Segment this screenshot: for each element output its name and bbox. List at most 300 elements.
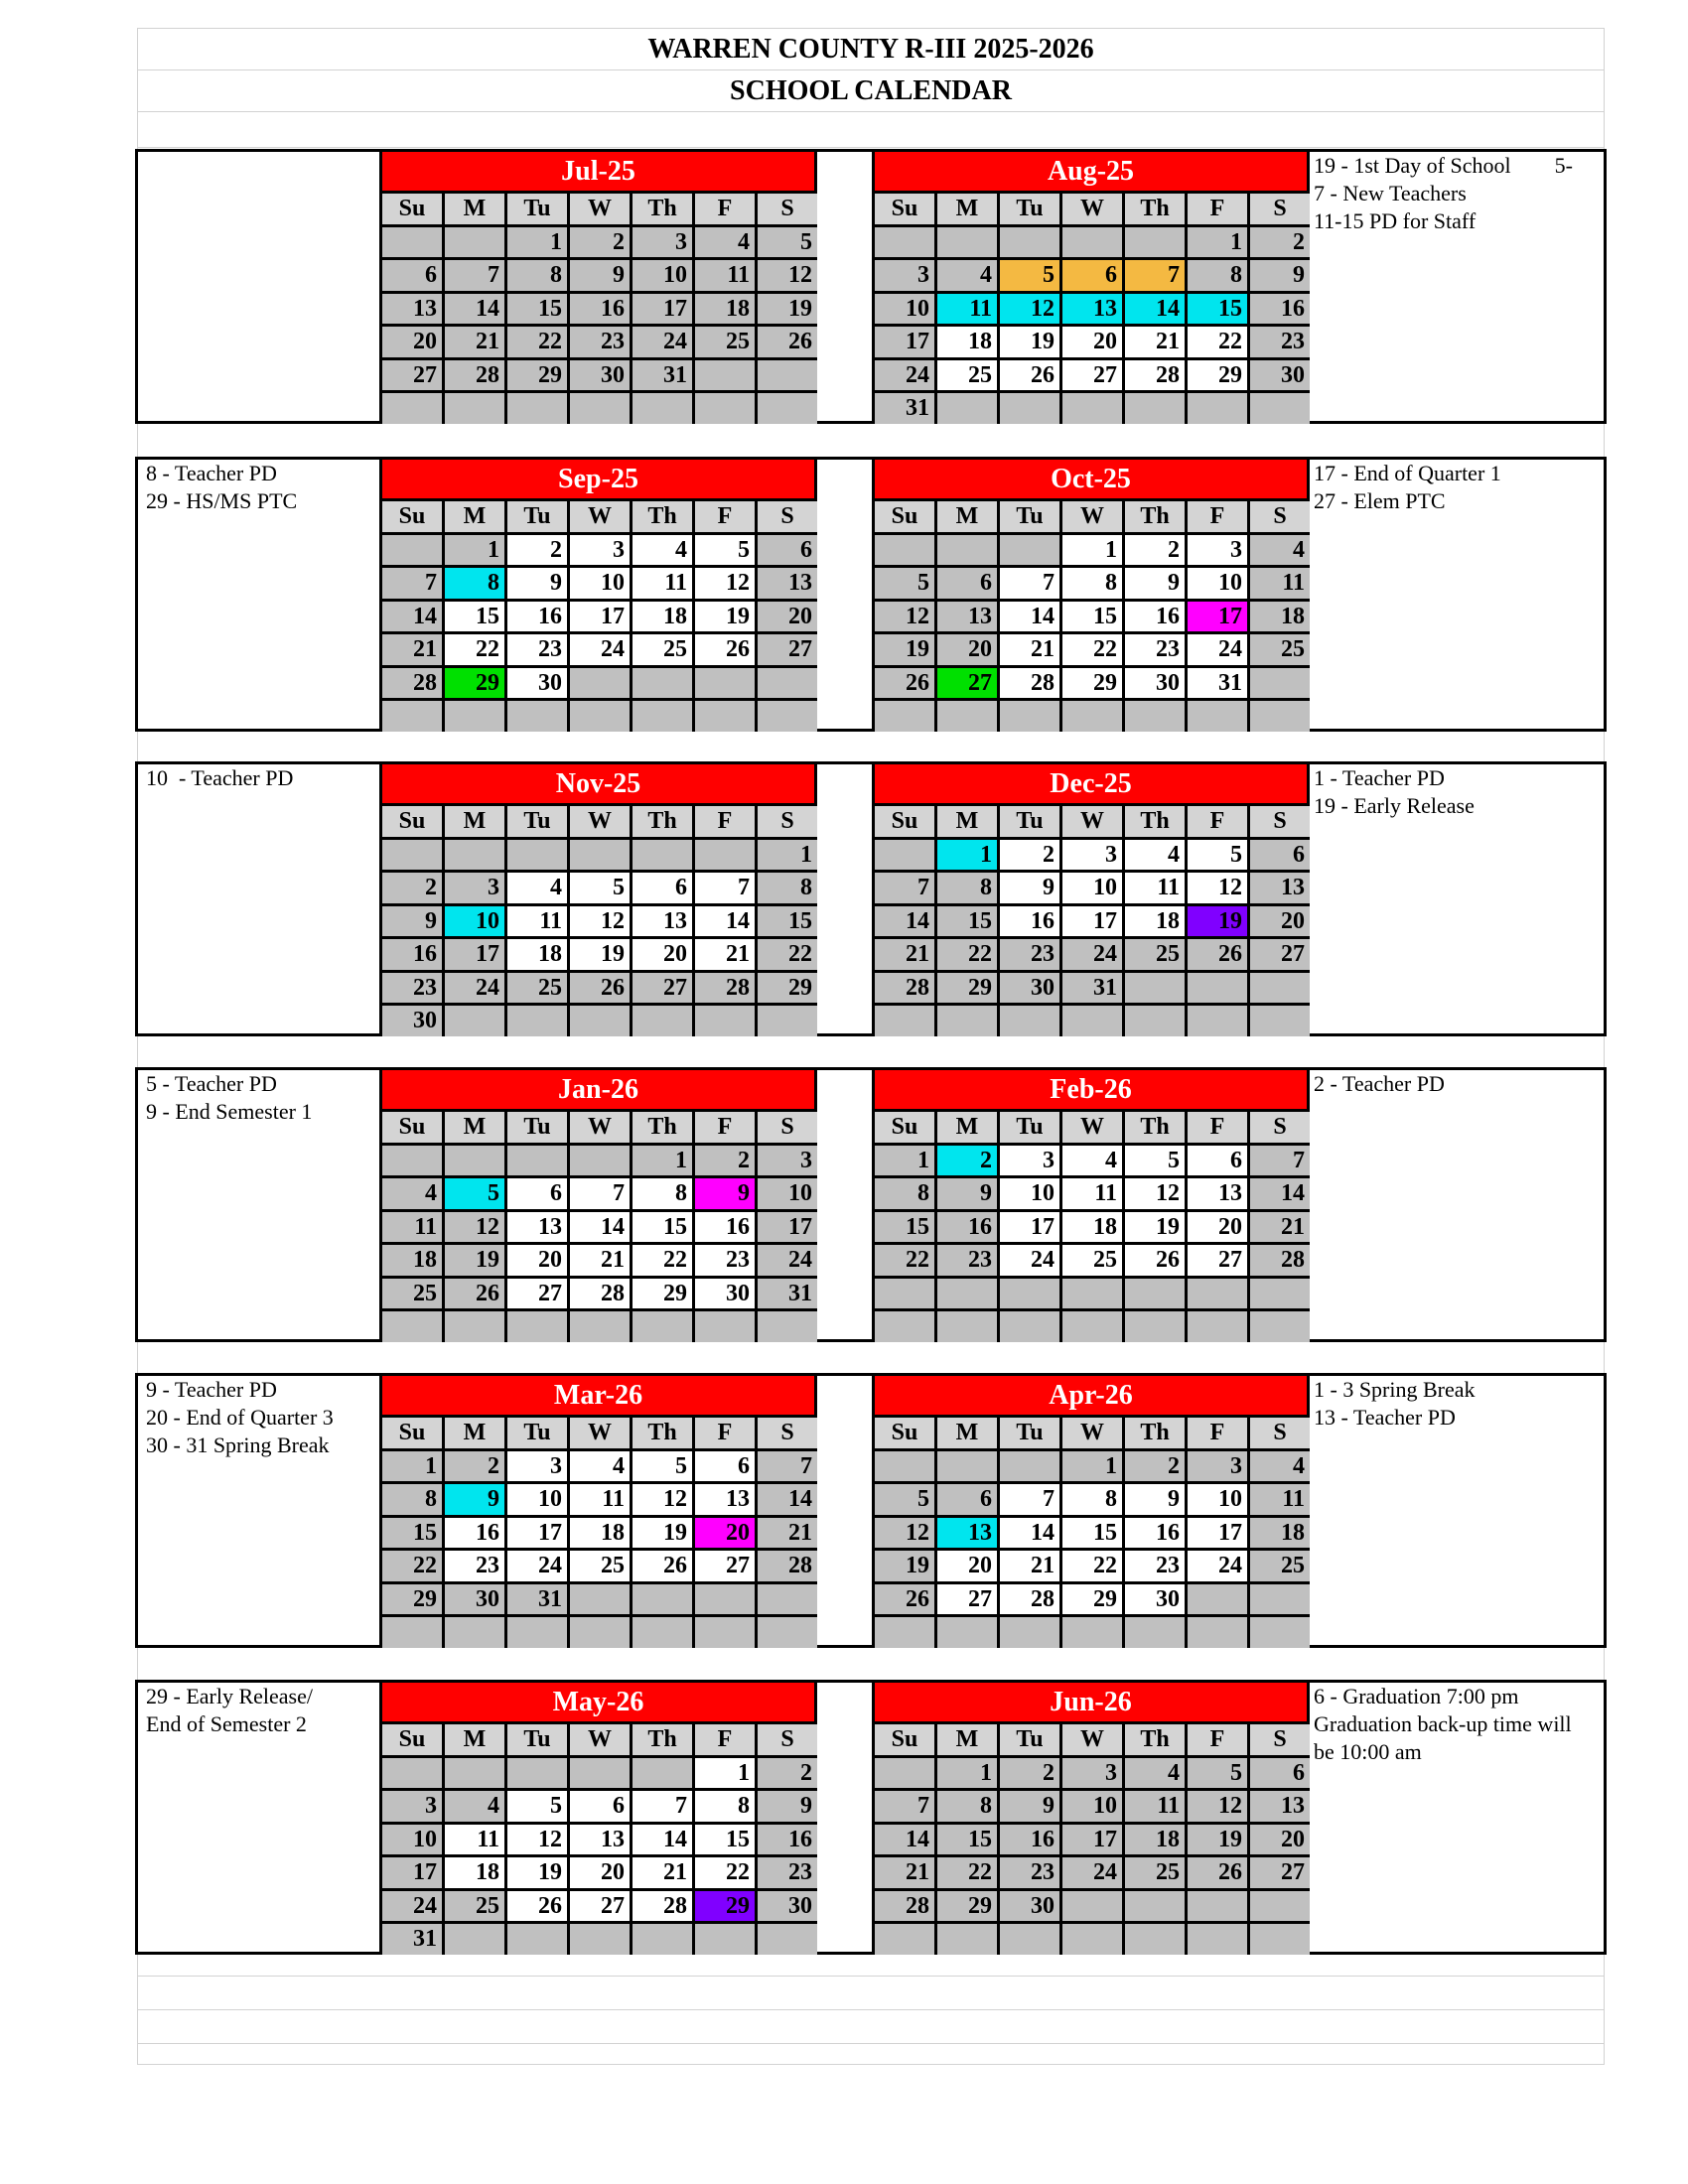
empty-cell [695, 701, 755, 732]
day-cell: 17 [758, 1212, 817, 1243]
day-cell: 19 [758, 294, 817, 325]
day-cell: 21 [1250, 1212, 1310, 1243]
day-cell: 2 [1250, 227, 1310, 258]
month-title: Feb-26 [875, 1070, 1307, 1109]
day-cell: 3 [382, 1791, 442, 1822]
page-subtitle: SCHOOL CALENDAR [730, 75, 1012, 106]
weekday-label: Tu [1000, 501, 1059, 532]
day-cell: 1 [382, 1451, 442, 1482]
day-cell: 31 [1062, 973, 1122, 1004]
weekday-label: M [445, 806, 504, 837]
weekday-label: Th [633, 501, 692, 532]
day-cell: 20 [695, 1518, 755, 1549]
empty-cell [570, 1617, 630, 1648]
day-cell: 28 [1125, 360, 1185, 391]
day-cell: 14 [875, 1825, 934, 1855]
month-title: Sep-25 [382, 460, 814, 498]
empty-cell [937, 1006, 997, 1036]
day-cell: 3 [445, 873, 504, 903]
day-cell: 18 [1125, 906, 1185, 937]
empty-cell [1250, 1891, 1310, 1922]
day-cell: 3 [875, 260, 934, 291]
empty-cell [758, 360, 817, 391]
day-cell: 22 [875, 1245, 934, 1276]
weekday-label: S [758, 1724, 817, 1755]
day-cell: 31 [507, 1584, 567, 1615]
day-cell: 27 [937, 1584, 997, 1615]
day-cell: 26 [507, 1891, 567, 1922]
empty-cell [1188, 1006, 1247, 1036]
empty-cell [937, 1311, 997, 1342]
day-cell: 9 [382, 906, 442, 937]
day-cell: 12 [507, 1825, 567, 1855]
day-cell: 31 [633, 360, 692, 391]
empty-cell [507, 1146, 567, 1176]
weekday-label: S [758, 1112, 817, 1143]
day-cell: 25 [507, 973, 567, 1004]
month-calendar [872, 149, 1310, 424]
day-cell: 2 [1125, 1451, 1185, 1482]
empty-cell [382, 1311, 442, 1342]
weekday-label: W [1062, 501, 1122, 532]
day-cell: 1 [937, 1758, 997, 1789]
day-cell: 6 [937, 1484, 997, 1515]
day-cell: 28 [875, 1891, 934, 1922]
day-cell: 28 [758, 1551, 817, 1581]
empty-cell [1188, 1584, 1247, 1615]
month-title: Mar-26 [382, 1376, 814, 1415]
day-cell: 20 [633, 939, 692, 970]
month-calendar [872, 1067, 1310, 1342]
weekday-label: Su [382, 1724, 442, 1755]
day-cell: 28 [633, 1891, 692, 1922]
month-grid [875, 1418, 1310, 1648]
day-cell: 11 [937, 294, 997, 325]
day-cell: 29 [1188, 360, 1247, 391]
day-cell: 29 [633, 1279, 692, 1309]
day-cell: 21 [633, 1857, 692, 1888]
weekday-label: Th [1125, 1112, 1185, 1143]
weekday-label: Su [382, 194, 442, 224]
day-cell: 24 [570, 634, 630, 665]
day-cell: 22 [937, 939, 997, 970]
day-cell: 25 [382, 1279, 442, 1309]
day-cell: 27 [1250, 939, 1310, 970]
weekday-label: M [937, 1112, 997, 1143]
empty-cell [570, 393, 630, 424]
empty-cell [875, 701, 934, 732]
month-title: Jul-25 [382, 152, 814, 191]
day-cell: 9 [1125, 568, 1185, 599]
day-cell: 24 [1000, 1245, 1059, 1276]
day-cell: 1 [695, 1758, 755, 1789]
day-cell: 20 [382, 327, 442, 357]
day-cell: 29 [445, 668, 504, 699]
day-cell: 18 [633, 602, 692, 632]
day-cell: 8 [758, 873, 817, 903]
empty-cell [758, 1311, 817, 1342]
empty-cell [507, 701, 567, 732]
weekday-label: M [937, 1418, 997, 1448]
day-cell: 16 [445, 1518, 504, 1549]
day-cell: 31 [382, 1924, 442, 1955]
weekday-label: F [695, 1112, 755, 1143]
weekday-label: Th [633, 194, 692, 224]
weekday-label: S [1250, 1418, 1310, 1448]
day-cell: 6 [507, 1178, 567, 1209]
day-cell: 28 [695, 973, 755, 1004]
day-cell: 3 [1062, 840, 1122, 871]
day-cell: 11 [633, 568, 692, 599]
day-cell: 23 [1000, 1857, 1059, 1888]
day-cell: 11 [1125, 1791, 1185, 1822]
day-cell: 20 [1188, 1212, 1247, 1243]
day-cell: 25 [695, 327, 755, 357]
day-cell: 17 [875, 327, 934, 357]
day-cell: 28 [445, 360, 504, 391]
day-cell: 14 [1125, 294, 1185, 325]
day-cell: 30 [1000, 973, 1059, 1004]
day-cell: 19 [875, 1551, 934, 1581]
empty-cell [875, 1451, 934, 1482]
right-notes: 1 - 3 Spring Break 13 - Teacher PD [1314, 1377, 1476, 1430]
day-cell: 28 [1000, 668, 1059, 699]
day-cell: 24 [1188, 634, 1247, 665]
empty-cell [875, 1006, 934, 1036]
day-cell: 19 [1125, 1212, 1185, 1243]
day-cell: 27 [1062, 360, 1122, 391]
empty-cell [937, 1617, 997, 1648]
day-cell: 10 [758, 1178, 817, 1209]
day-cell: 21 [570, 1245, 630, 1276]
weekday-label: Su [875, 1112, 934, 1143]
day-cell: 23 [507, 634, 567, 665]
day-cell: 7 [1000, 568, 1059, 599]
left-notes: 29 - Early Release/ End of Semester 2 [146, 1684, 313, 1736]
empty-cell [507, 1006, 567, 1036]
day-cell: 12 [570, 906, 630, 937]
weekday-label: M [937, 194, 997, 224]
day-cell: 12 [875, 602, 934, 632]
empty-cell [382, 701, 442, 732]
day-cell: 2 [1000, 1758, 1059, 1789]
day-cell: 20 [1250, 1825, 1310, 1855]
day-cell: 16 [1125, 602, 1185, 632]
weekday-label: F [1188, 806, 1247, 837]
day-cell: 21 [695, 939, 755, 970]
day-cell: 24 [445, 973, 504, 1004]
day-cell: 5 [1000, 260, 1059, 291]
day-cell: 4 [1062, 1146, 1122, 1176]
day-cell: 16 [1000, 906, 1059, 937]
empty-cell [758, 701, 817, 732]
empty-cell [1250, 701, 1310, 732]
weekday-label: F [695, 501, 755, 532]
day-cell: 19 [1000, 327, 1059, 357]
empty-cell [758, 1006, 817, 1036]
empty-cell [382, 840, 442, 871]
day-cell: 30 [382, 1006, 442, 1036]
empty-cell [1250, 668, 1310, 699]
weekday-label: F [1188, 1724, 1247, 1755]
day-cell: 25 [1250, 1551, 1310, 1581]
month-calendar [379, 149, 817, 424]
day-cell: 11 [1062, 1178, 1122, 1209]
empty-cell [1250, 973, 1310, 1004]
day-cell: 10 [507, 1484, 567, 1515]
weekday-label: M [445, 501, 504, 532]
empty-cell [1062, 1891, 1122, 1922]
day-cell: 4 [695, 227, 755, 258]
day-cell: 23 [758, 1857, 817, 1888]
empty-cell [445, 1006, 504, 1036]
day-cell: 14 [875, 906, 934, 937]
day-cell: 6 [937, 568, 997, 599]
day-cell: 30 [758, 1891, 817, 1922]
day-cell: 20 [1062, 327, 1122, 357]
day-cell: 14 [758, 1484, 817, 1515]
day-cell: 1 [758, 840, 817, 871]
day-cell: 13 [758, 568, 817, 599]
month-grid [382, 1418, 817, 1648]
day-cell: 1 [1062, 1451, 1122, 1482]
month-grid [382, 1112, 817, 1342]
weekday-label: Th [1125, 1418, 1185, 1448]
empty-cell [382, 393, 442, 424]
weekday-label: Th [1125, 806, 1185, 837]
empty-cell [507, 1758, 567, 1789]
empty-cell [1062, 1006, 1122, 1036]
month-title: Apr-26 [875, 1376, 1307, 1415]
weekday-label: W [1062, 1418, 1122, 1448]
day-cell: 28 [1250, 1245, 1310, 1276]
empty-cell [695, 1006, 755, 1036]
day-cell: 16 [507, 602, 567, 632]
day-cell: 9 [1125, 1484, 1185, 1515]
day-cell: 27 [570, 1891, 630, 1922]
empty-cell [1250, 393, 1310, 424]
day-cell: 9 [507, 568, 567, 599]
left-notes: 5 - Teacher PD 9 - End Semester 1 [146, 1071, 313, 1124]
day-cell: 15 [1062, 1518, 1122, 1549]
empty-cell [382, 1758, 442, 1789]
day-cell: 2 [1125, 535, 1185, 566]
empty-cell [937, 393, 997, 424]
weekday-label: M [445, 1724, 504, 1755]
empty-cell [507, 1311, 567, 1342]
day-cell: 13 [937, 602, 997, 632]
day-cell: 6 [570, 1791, 630, 1822]
empty-cell [633, 840, 692, 871]
day-cell: 15 [937, 906, 997, 937]
empty-cell [1062, 701, 1122, 732]
empty-cell [633, 393, 692, 424]
empty-cell [445, 1311, 504, 1342]
day-cell: 1 [1062, 535, 1122, 566]
day-cell: 30 [445, 1584, 504, 1615]
month-title: Jan-26 [382, 1070, 814, 1109]
empty-cell [570, 1924, 630, 1955]
day-cell: 9 [695, 1178, 755, 1209]
day-cell: 27 [1250, 1857, 1310, 1888]
empty-cell [695, 393, 755, 424]
day-cell: 14 [570, 1212, 630, 1243]
day-cell: 6 [758, 535, 817, 566]
day-cell: 27 [1188, 1245, 1247, 1276]
day-cell: 8 [875, 1178, 934, 1209]
day-cell: 17 [445, 939, 504, 970]
day-cell: 29 [937, 1891, 997, 1922]
weekday-label: Su [382, 501, 442, 532]
grid-line [137, 69, 1605, 70]
weekday-label: S [758, 806, 817, 837]
day-cell: 7 [1000, 1484, 1059, 1515]
day-cell: 4 [937, 260, 997, 291]
day-cell: 16 [382, 939, 442, 970]
day-cell: 10 [1188, 1484, 1247, 1515]
day-cell: 9 [1000, 1791, 1059, 1822]
empty-cell [1000, 1311, 1059, 1342]
day-cell: 19 [570, 939, 630, 970]
day-cell: 26 [445, 1279, 504, 1309]
day-cell: 7 [1125, 260, 1185, 291]
empty-cell [1125, 393, 1185, 424]
day-cell: 6 [1188, 1146, 1247, 1176]
empty-cell [1000, 1451, 1059, 1482]
day-cell: 4 [382, 1178, 442, 1209]
day-cell: 19 [445, 1245, 504, 1276]
day-cell: 2 [1000, 840, 1059, 871]
day-cell: 26 [875, 668, 934, 699]
day-cell: 25 [1250, 634, 1310, 665]
weekday-label: Tu [1000, 1418, 1059, 1448]
empty-cell [570, 1584, 630, 1615]
day-cell: 17 [1188, 602, 1247, 632]
day-cell: 29 [937, 973, 997, 1004]
day-cell: 12 [1000, 294, 1059, 325]
day-cell: 13 [633, 906, 692, 937]
day-cell: 18 [937, 327, 997, 357]
empty-cell [445, 840, 504, 871]
empty-cell [382, 227, 442, 258]
day-cell: 8 [445, 568, 504, 599]
empty-cell [758, 393, 817, 424]
empty-cell [570, 1311, 630, 1342]
empty-cell [937, 1924, 997, 1955]
empty-cell [445, 701, 504, 732]
empty-cell [937, 227, 997, 258]
day-cell: 5 [695, 535, 755, 566]
month-calendar [379, 1680, 817, 1955]
day-cell: 20 [758, 602, 817, 632]
day-cell: 5 [633, 1451, 692, 1482]
day-cell: 7 [445, 260, 504, 291]
empty-cell [633, 1617, 692, 1648]
weekday-label: Su [875, 194, 934, 224]
empty-cell [758, 668, 817, 699]
day-cell: 5 [1188, 1758, 1247, 1789]
empty-cell [1125, 1279, 1185, 1309]
day-cell: 15 [507, 294, 567, 325]
weekday-label: F [1188, 501, 1247, 532]
day-cell: 26 [1000, 360, 1059, 391]
empty-cell [695, 840, 755, 871]
day-cell: 21 [1000, 1551, 1059, 1581]
empty-cell [1062, 1924, 1122, 1955]
empty-cell [445, 1924, 504, 1955]
day-cell: 2 [507, 535, 567, 566]
weekday-label: Su [382, 806, 442, 837]
day-cell: 16 [695, 1212, 755, 1243]
day-cell: 13 [570, 1825, 630, 1855]
day-cell: 26 [695, 634, 755, 665]
day-cell: 2 [570, 227, 630, 258]
day-cell: 23 [1250, 327, 1310, 357]
empty-cell [937, 535, 997, 566]
day-cell: 18 [570, 1518, 630, 1549]
day-cell: 14 [633, 1825, 692, 1855]
month-calendar [872, 761, 1310, 1036]
day-cell: 10 [1062, 1791, 1122, 1822]
month-grid [382, 1724, 817, 1955]
day-cell: 18 [445, 1857, 504, 1888]
weekday-label: Tu [507, 1724, 567, 1755]
empty-cell [1250, 1006, 1310, 1036]
weekday-label: F [1188, 1112, 1247, 1143]
day-cell: 12 [1188, 873, 1247, 903]
day-cell: 28 [382, 668, 442, 699]
empty-cell [1062, 1279, 1122, 1309]
day-cell: 25 [937, 360, 997, 391]
empty-cell [1250, 1617, 1310, 1648]
empty-cell [1000, 701, 1059, 732]
weekday-label: F [695, 806, 755, 837]
day-cell: 6 [382, 260, 442, 291]
day-cell: 9 [758, 1791, 817, 1822]
month-grid [875, 1724, 1310, 1955]
day-cell: 31 [875, 393, 934, 424]
empty-cell [1000, 227, 1059, 258]
weekday-label: W [1062, 1724, 1122, 1755]
weekday-label: S [1250, 501, 1310, 532]
day-cell: 22 [758, 939, 817, 970]
day-cell: 8 [937, 873, 997, 903]
empty-cell [875, 1617, 934, 1648]
day-cell: 23 [445, 1551, 504, 1581]
day-cell: 5 [875, 568, 934, 599]
day-cell: 22 [1188, 327, 1247, 357]
empty-cell [1125, 1006, 1185, 1036]
day-cell: 10 [633, 260, 692, 291]
month-calendar [379, 1373, 817, 1648]
right-notes: 1 - Teacher PD 19 - Early Release [1314, 765, 1475, 818]
weekday-label: F [695, 1418, 755, 1448]
day-cell: 12 [758, 260, 817, 291]
day-cell: 24 [507, 1551, 567, 1581]
day-cell: 17 [507, 1518, 567, 1549]
day-cell: 10 [382, 1825, 442, 1855]
month-calendar [379, 457, 817, 732]
weekday-label: Tu [507, 1112, 567, 1143]
day-cell: 12 [1125, 1178, 1185, 1209]
day-cell: 7 [875, 873, 934, 903]
empty-cell [1062, 1311, 1122, 1342]
day-cell: 24 [758, 1245, 817, 1276]
weekday-label: S [1250, 1112, 1310, 1143]
empty-cell [695, 668, 755, 699]
day-cell: 31 [758, 1279, 817, 1309]
day-cell: 30 [1250, 360, 1310, 391]
